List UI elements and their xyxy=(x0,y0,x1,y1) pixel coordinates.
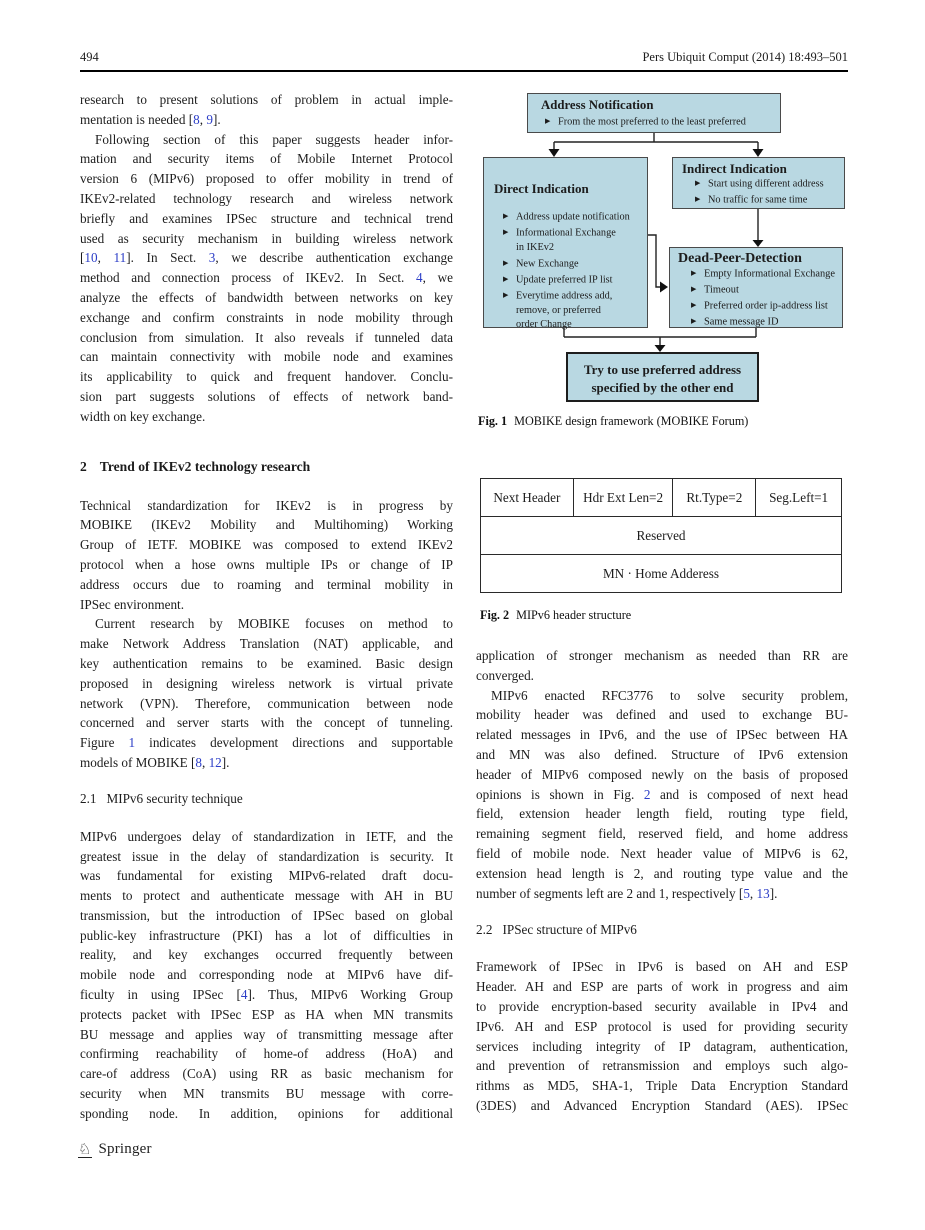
figure-1-mobike-diagram xyxy=(478,90,848,405)
text-line: Framework of IPSec in IPv6 is based on AH and ESP xyxy=(476,959,848,975)
text-line: converged. xyxy=(476,667,534,683)
text-line: models of MOBIKE [8, 12]. xyxy=(80,754,230,770)
text-line: ficulty in using IPSec [4]. Thus, MIPv6 Working Group xyxy=(80,987,453,1003)
citation-link[interactable]: 4 xyxy=(416,270,423,286)
publisher-footer xyxy=(78,1141,152,1158)
section-title: Trend of IKEv2 technology research xyxy=(99,458,311,474)
table-row xyxy=(481,555,841,592)
text-line: rithms as MD5, SHA-1, Triple Data Encryption Standard xyxy=(476,1078,848,1094)
citation-link[interactable]: 11 xyxy=(113,250,127,266)
text-line: Current research by MOBIKE focuses on method to xyxy=(95,616,453,632)
text-line: protocol when a hose owns multiple IPs or change of IP xyxy=(80,556,453,572)
bullet-line: ▶ Informational Exchange xyxy=(494,225,647,241)
text-line: exchange and confirm constraints in node mobility through xyxy=(80,309,453,325)
figure-2-header-table xyxy=(480,478,842,593)
citation-link[interactable]: 3 xyxy=(208,250,216,266)
paragraph xyxy=(476,686,848,904)
subsection-heading xyxy=(476,920,848,940)
figure-1-caption: Fig. 1 MOBIKE design framework (MOBIKE Forum) xyxy=(478,414,749,428)
text-line: Technical standardization for IKEv2 is in progress by xyxy=(80,497,453,513)
page-number: 494 xyxy=(80,50,99,64)
text-line: services including integrity of IP datagram, authentication, xyxy=(476,1038,848,1054)
text-line: IKEv2-related technology research and wireless network xyxy=(80,190,453,206)
text-line: transmission, but the introduction of IPSec based on global xyxy=(80,907,453,923)
table-row xyxy=(481,479,841,517)
bullet-line: order Change xyxy=(516,319,572,330)
text-line: mentation is needed [8, 9]. xyxy=(80,111,221,127)
text-line: mation and security items of Mobile Internet Protocol xyxy=(80,151,453,167)
text-line: version 6 (MIPv6) proposed to offer mobility in trend of xyxy=(80,171,453,187)
table-row xyxy=(481,517,841,555)
text-line: key authentication remains to be examined. Basic design xyxy=(80,655,453,671)
text-line: greatest issue in the delay of standardization is security. It xyxy=(80,848,453,864)
text-line: remaining segment field, reserved field, and home address xyxy=(476,826,848,842)
box-title: Direct Indication xyxy=(494,181,589,196)
bullet-line: ▶ Start using different address xyxy=(682,176,844,192)
text-line: (3DES) and Advanced Encryption Standard (AES). IPSec xyxy=(476,1097,848,1113)
text-line: extension head length is 2, and routing type value and the xyxy=(476,865,848,881)
diagram-box-address-notification xyxy=(527,93,781,133)
text-line: and prevention of retransmission and employs such algo- xyxy=(476,1058,848,1074)
table-cell: Reserved xyxy=(636,527,686,543)
bullet-line: ▶ From the most preferred to the least preferred xyxy=(541,114,780,130)
box-line: Try to use preferred address xyxy=(583,362,742,377)
citation-link[interactable]: 2 xyxy=(643,786,651,802)
text-line: Figure 1 indicates development directions and supportable xyxy=(80,735,453,751)
citation-link[interactable]: 8 xyxy=(193,111,200,127)
text-line: confirming reachability of home-of address (HoA) and xyxy=(80,1046,453,1062)
text-line: ments to protect and authenticate message with AH in BU xyxy=(80,888,453,904)
bullet-arrow-icon: ▶ xyxy=(691,269,697,277)
table-cell: Next Header xyxy=(481,479,574,516)
table-cell: Rt.Type=2 xyxy=(673,479,756,516)
citation-link[interactable]: 8 xyxy=(195,754,202,770)
text-line: method and connection process of IKEv2. In Sect. 4, we xyxy=(80,270,453,286)
text-line: number of segments left are 2 and 1, respectively [5, 13]. xyxy=(476,885,778,901)
text-line: mobility header was defined and used to exchange BU- xyxy=(476,707,848,723)
box-title: Indirect Indication xyxy=(682,161,787,176)
bullet-arrow-icon: ▶ xyxy=(695,179,701,187)
bullet-arrow-icon: ▶ xyxy=(503,258,509,267)
subsection-heading xyxy=(80,789,453,809)
text-line: MOBIKE (IKEv2 Mobility and Multihoming) Working xyxy=(80,517,453,533)
text-line: address occurs due to roaming and terminal mobility in xyxy=(80,576,453,592)
right-column xyxy=(476,646,848,1116)
box-line: specified by the other end xyxy=(591,379,734,395)
text-line: and MN was also defined. Structure of IPv6 extension xyxy=(476,746,848,762)
bullet-arrow-icon: ▶ xyxy=(503,212,509,220)
text-line: proposed in designing wireless network is virtual private xyxy=(80,675,453,691)
bullet-line: ▶ Empty Informational Exchange xyxy=(678,266,842,282)
bullet-line: ▶ New Exchange xyxy=(494,256,647,272)
text-line: [10, 11]. In Sect. 3, we describe authentication exchange xyxy=(80,250,453,266)
paragraph xyxy=(80,614,453,772)
bullet-line: remove, or preferred xyxy=(516,304,601,316)
text-line: header of MIPv6 composed newly on the basis of proposed xyxy=(476,766,848,782)
text-line: BU message and applies way of transmitting message after xyxy=(80,1026,453,1042)
text-line: used as security mechanism in building wireless network xyxy=(80,230,453,246)
bullet-line: ▶ Preferred order ip-address list xyxy=(678,298,842,314)
text-line: MIPv6 enacted RFC3776 to solve security problem, xyxy=(491,687,848,703)
text-line: field, extension header length field, routing type field, xyxy=(476,806,848,822)
text-line: its applicability to quick and frequent handover. Conclu- xyxy=(80,369,453,385)
section-title: MIPv6 security technique xyxy=(106,790,243,806)
bullet-line: ▶ Timeout xyxy=(678,282,842,298)
figure-label: Fig. 2 xyxy=(480,608,510,622)
text-line: network (VPN). Therefore, communication between node xyxy=(80,695,453,711)
bullet-arrow-icon: ▶ xyxy=(691,300,697,309)
text-line: mobile node and corresponding node at MIPv6 have dif- xyxy=(80,967,453,983)
header-rule xyxy=(80,70,848,72)
text-line: MIPv6 undergoes delay of standardization in IETF, and the xyxy=(80,828,453,844)
text-line: to provide encryption-based security available in IPv4 and xyxy=(476,998,848,1014)
text-line: public-key infrastructure (PKI) has a lot of difficulties in xyxy=(80,927,453,943)
citation-link[interactable]: 4 xyxy=(240,987,248,1003)
left-column xyxy=(80,90,453,1124)
bullet-line: ▶ Same message ID xyxy=(678,314,842,330)
paragraph xyxy=(476,957,848,1115)
diagram-box-direct-indication xyxy=(483,157,648,328)
text-line: field of mobile node. Next header value of MIPv6 is 62, xyxy=(476,845,848,861)
citation-link[interactable]: 13 xyxy=(756,885,770,901)
text-line: Header. AH and ESP are parts of work in progress and aim xyxy=(476,979,848,995)
bullet-arrow-icon: ▶ xyxy=(545,117,551,125)
text-line: briefly and examines IPSec structure and technical trend xyxy=(80,210,453,226)
section-number: 2.2 xyxy=(476,922,493,938)
text-line: care-of address (CoA) using RR as basic mechanism for xyxy=(80,1066,453,1082)
publisher-name: Springer xyxy=(98,1141,152,1157)
text-line: opinions is shown in Fig. 2 and is composed of next head xyxy=(476,786,848,802)
figure-2-caption: Fig. 2 MIPv6 header structure xyxy=(480,608,632,622)
bullet-arrow-icon: ▶ xyxy=(503,228,509,236)
section-number: 2.1 xyxy=(80,790,97,806)
paragraph xyxy=(80,496,453,615)
diagram-box-try-preferred-address xyxy=(566,352,759,402)
springer-knight-logo-icon: ♘ xyxy=(78,1139,92,1158)
text-line: application of stronger mechanism as needed than RR are xyxy=(476,648,848,663)
citation-link[interactable]: 1 xyxy=(128,735,136,751)
table-cell: MN · Home Adderess xyxy=(602,565,720,581)
text-line: Following section of this paper suggests header infor- xyxy=(95,131,453,147)
text-line: sion part suggests solutions of effects of network band- xyxy=(80,388,453,404)
bullet-arrow-icon: ▶ xyxy=(503,290,509,299)
section-number: 2 xyxy=(80,458,87,474)
figure-label: Fig. 1 xyxy=(478,414,508,428)
section-title: IPSec structure of MIPv6 xyxy=(502,922,637,938)
journal-reference: Pers Ubiquit Comput (2014) 18:493–501 xyxy=(642,50,848,64)
diagram-box-indirect-indication xyxy=(672,157,845,209)
bullet-arrow-icon: ▶ xyxy=(503,274,509,283)
paragraph xyxy=(80,827,453,1124)
bullet-arrow-icon: ▶ xyxy=(691,284,697,293)
text-line: width on key exchange. xyxy=(80,408,206,424)
table-cell: Seg.Left=1 xyxy=(769,489,829,505)
bullet-arrow-icon: ▶ xyxy=(691,316,697,325)
table-cell: Hdr Ext Len=2 xyxy=(574,479,674,516)
bullet-line: ▶ Update preferred IP list xyxy=(494,272,647,288)
text-line: concerned and server starts with the concept of tunneling. xyxy=(80,715,453,731)
text-line: sponding node. In addition, opinions for additional xyxy=(80,1105,453,1121)
text-line: IPSec environment. xyxy=(80,596,185,612)
diagram-box-dead-peer-detection xyxy=(669,247,843,328)
citation-link[interactable]: 5 xyxy=(743,885,750,901)
citation-link[interactable]: 12 xyxy=(208,754,222,770)
text-line: research to present solutions of problem in actual imple- xyxy=(80,92,453,107)
text-line: reality, and key exchanges occurred frequently between xyxy=(80,947,453,963)
text-line: protects packet with IPSec ESP as HA when MN transmits xyxy=(80,1006,453,1022)
text-line: related messages in IPv6, and the use of IPSec between HA xyxy=(476,727,848,743)
text-line: was fundamental for existing MIPv6-related draft docu- xyxy=(80,868,453,884)
text-line: IPv6. AH and ESP protocol is used for providing security xyxy=(476,1018,848,1034)
citation-link[interactable]: 9 xyxy=(206,111,213,127)
text-line: Group of IETF. MOBIKE was composed to extend IKEv2 xyxy=(80,537,453,553)
text-line: security when MN transmits BU message with corre- xyxy=(80,1086,453,1102)
box-title: Address Notification xyxy=(541,98,654,112)
bullet-line: ▶ No traffic for same time xyxy=(682,192,844,208)
text-line: can maintain connectivity with mobile node and examines xyxy=(80,349,453,365)
citation-link[interactable]: 10 xyxy=(84,250,98,266)
text-line: make Network Address Translation (NAT) applicable, and xyxy=(80,636,453,652)
paragraph xyxy=(80,130,453,427)
box-title: Dead-Peer-Detection xyxy=(678,251,802,266)
section-heading xyxy=(80,457,453,477)
bullet-line: in IKEv2 xyxy=(516,242,555,253)
bullet-arrow-icon: ▶ xyxy=(695,194,701,203)
bullet-line: ▶ Address update notification xyxy=(494,209,647,225)
paragraph xyxy=(80,90,453,130)
text-line: analyze the effects of bandwidth between networks on key xyxy=(80,289,453,305)
text-line: conclusion from simulation. It also reveals if tunneled data xyxy=(80,329,453,345)
paragraph xyxy=(476,646,848,686)
bullet-line: ▶ Everytime address add, xyxy=(494,288,647,304)
